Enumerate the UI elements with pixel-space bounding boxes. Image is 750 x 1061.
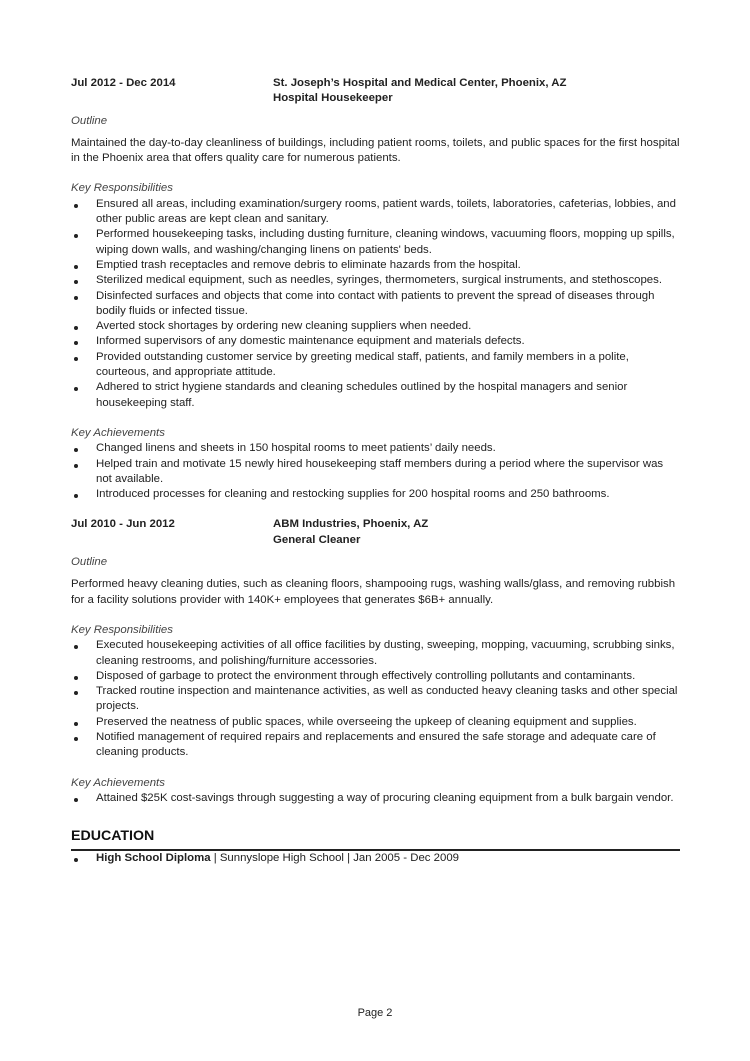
list-item: Disinfected surfaces and objects that come into contact with patients to prevent the spread of diseases through bodily fluids or infected tissue. [71, 289, 680, 320]
achievements-list [71, 791, 680, 806]
outline-text: Performed heavy cleaning duties, such as cleaning floors, shampooing rugs, washing walls/glass, and removing rubbish for a facility solutions provider with 140K+ employees that generates $6B+ annually. [71, 578, 676, 606]
job-entry [71, 517, 680, 806]
job-title: General Cleaner [273, 533, 361, 546]
list-item: Preserved the neatness of public spaces, while overseeing the upkeep of cleaning equipment and supplies. [71, 715, 680, 730]
list-item: Sterilized medical equipment, such as needles, syringes, thermometers, surgical instruments, and stethoscopes. [71, 273, 680, 288]
list-item: Ensured all areas, including examination/surgery rooms, patient wards, toilets, laboratories, cafeterias, lobbies, and other public areas are kept clean and sanitary. [71, 197, 680, 228]
job-org-block [273, 76, 566, 107]
list-item: Disposed of garbage to protect the environment through effectively controlling pollutants and contaminants. [71, 669, 680, 684]
job-title: Hospital Housekeeper [273, 92, 393, 105]
job-org-block [273, 517, 428, 548]
resume-page [71, 76, 680, 866]
job-header [71, 76, 680, 107]
work-experience [71, 76, 680, 806]
list-item: Helped train and motivate 15 newly hired housekeeping staff members during a period where the supervisor was not available. [71, 457, 680, 488]
list-item: Introduced processes for cleaning and restocking supplies for 200 hospital rooms and 250 bathrooms. [71, 487, 680, 502]
list-item: Adhered to strict hygiene standards and cleaning schedules outlined by the hospital managers and senior housekeeping staff. [71, 380, 680, 411]
responsibilities-list [71, 197, 680, 411]
list-item: Informed supervisors of any domestic maintenance equipment and materials defects. [71, 334, 680, 349]
job-employer: ABM Industries, Phoenix, AZ [273, 518, 429, 531]
list-item: Emptied trash receptacles and remove debris to eliminate hazards from the hospital. [71, 258, 680, 273]
page-number: Page 2 [357, 1007, 393, 1019]
outline-label: Outline [71, 556, 108, 569]
list-item: Tracked routine inspection and maintenance activities, as well as conducted heavy cleaning tasks and other special projects. [71, 684, 680, 715]
responsibilities-label: Key Responsibilities [71, 182, 173, 195]
job-dates: Jul 2010 - Jun 2012 [71, 518, 175, 531]
achievements-label: Key Achievements [71, 426, 165, 439]
responsibilities-label: Key Responsibilities [71, 623, 173, 636]
education-details: | Sunnyslope High School | Jan 2005 - Dec 2009 [210, 852, 459, 865]
job-header [71, 517, 680, 548]
outline-text: Maintained the day-to-day cleanliness of buildings, including patient rooms, toilets, and public spaces for the first hospital in the Phoenix area that offers quality care for numerous patients. [71, 136, 680, 165]
list-item: Notified management of required repairs and replacements and ensured the safe storage and adequate care of cleaning products. [71, 730, 680, 761]
job-employer: St. Joseph’s Hospital and Medical Center, Phoenix, AZ [273, 77, 567, 89]
list-item: Provided outstanding customer service by greeting medical staff, patients, and family members in a polite, courteous, and appropriate attitude. [71, 350, 680, 381]
list-item: Averted stock shortages by ordering new cleaning suppliers when needed. [71, 319, 680, 334]
education-item [71, 851, 680, 866]
list-item: Attained $25K cost-savings through suggesting a way of procuring cleaning equipment from a bulk bargain vendor. [71, 791, 680, 806]
list-item: Changed linens and sheets in 150 hospital rooms to meet patients’ daily needs. [71, 441, 680, 456]
responsibilities-list [71, 638, 680, 760]
education-heading: EDUCATION [71, 827, 680, 851]
outline-label: Outline [71, 114, 108, 127]
achievements-label: Key Achievements [71, 776, 165, 789]
education-list [71, 851, 680, 866]
list-item: Performed housekeeping tasks, including dusting furniture, cleaning windows, vacuuming floors, mopping up spills, wiping down walls, and washing/changing linens on patients' beds. [71, 227, 680, 258]
achievements-list [71, 441, 680, 502]
job-dates: Jul 2012 - Dec 2014 [71, 77, 176, 89]
education-degree: High School Diploma [96, 852, 211, 865]
job-entry [71, 76, 680, 502]
list-item: Executed housekeeping activities of all office facilities by dusting, sweeping, mopping, vacuuming, scrubbing sinks, cleaning restrooms, and polishing/furniture accessories. [71, 638, 680, 669]
